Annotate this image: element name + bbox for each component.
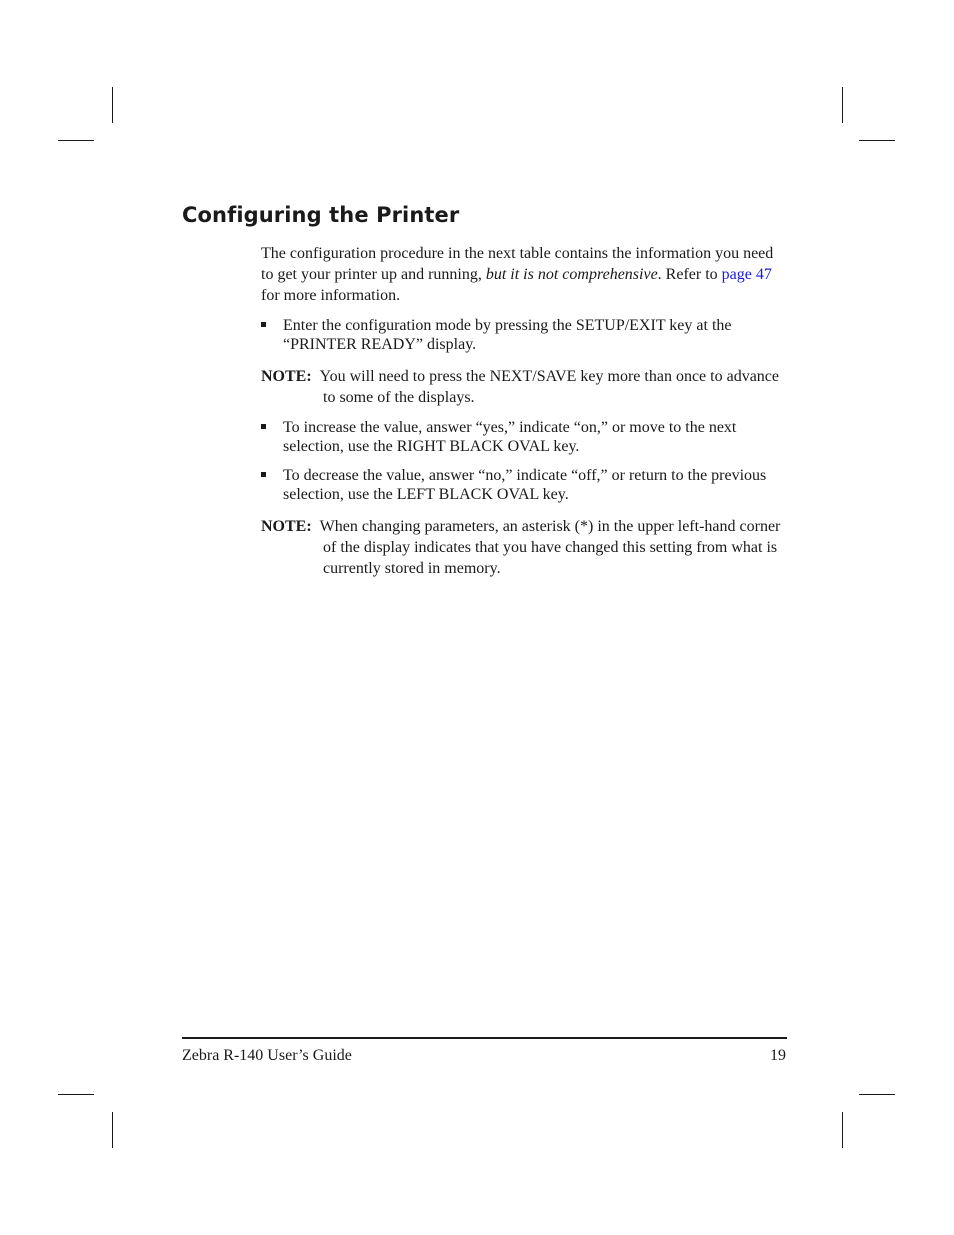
crop-mark-top-right-horizontal	[859, 140, 895, 141]
page-number: 19	[770, 1047, 786, 1064]
intro-text-middle: . Refer to	[657, 266, 722, 283]
list-item	[261, 316, 781, 354]
list-item-text: To increase the value, answer “yes,” indicate “on,” or move to the next selection, use the RIGHT BLACK OVAL key.	[283, 419, 737, 455]
note-label: NOTE:	[261, 368, 312, 385]
footer-title: Zebra R-140 User’s Guide	[182, 1047, 352, 1064]
intro-text-after: for more information.	[261, 287, 401, 304]
list-item-text: To decrease the value, answer “no,” indicate “off,” or return to the previous selection, use the LEFT BLACK OVAL key.	[283, 467, 767, 503]
intro-paragraph	[261, 243, 781, 306]
note-text: When changing parameters, an asterisk (*) in the upper left-hand corner of the display indicates that you have changed this setting from what is currently stored in memory.	[319, 518, 781, 577]
list-item-text: Enter the configuration mode by pressing the SETUP/EXIT key at the “PRINTER READY” display.	[283, 317, 732, 353]
note-block	[261, 516, 781, 579]
crop-mark-bottom-left-vertical	[112, 1112, 113, 1148]
crop-mark-top-left-horizontal	[58, 140, 94, 141]
crop-mark-bottom-right-horizontal	[859, 1094, 895, 1095]
list-item	[261, 418, 781, 456]
bullet-square-icon	[261, 322, 266, 327]
crop-mark-bottom-left-horizontal	[58, 1094, 94, 1095]
intro-text-before: The configuration procedure in the next table contains the information you need to get your printer up and running,	[261, 245, 774, 283]
page-47-link[interactable]: page 47	[721, 266, 772, 283]
list-item	[261, 466, 781, 504]
crop-mark-top-left-vertical	[112, 87, 113, 123]
note-label: NOTE:	[261, 518, 312, 535]
crop-mark-top-right-vertical	[842, 87, 843, 123]
bullet-square-icon	[261, 472, 266, 477]
note-block	[261, 366, 781, 408]
section-title: Configuring the Printer	[182, 203, 460, 227]
bullet-square-icon	[261, 424, 266, 429]
intro-emphasis: but it is not comprehensive	[485, 266, 658, 283]
footer-rule	[182, 1037, 787, 1039]
crop-mark-bottom-right-vertical	[842, 1112, 843, 1148]
note-text: You will need to press the NEXT/SAVE key more than once to advance to some of the displays.	[319, 368, 779, 406]
